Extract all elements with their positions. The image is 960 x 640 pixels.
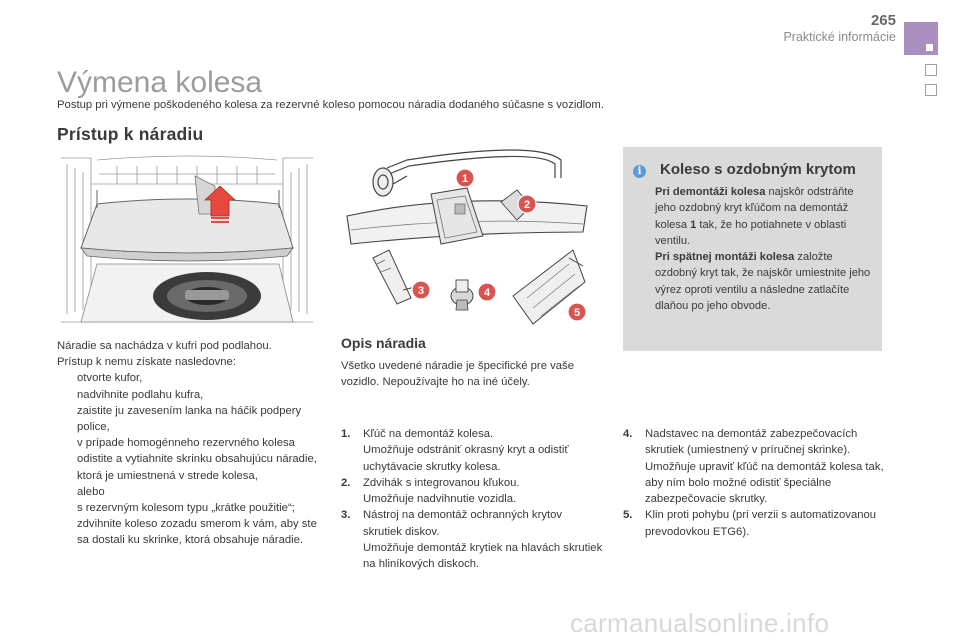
tools-illustration bbox=[337, 140, 602, 332]
info-paragraph: Pri demontáži kolesa najskôr odstráňte jeho ozdobný kryt kľúčom na demontáž kolesa 1 tak, že ho potiahnete v oblasti ventilu. bbox=[655, 186, 854, 247]
tools-list-left bbox=[341, 426, 603, 573]
list-item: v prípade homogénneho rezervného kolesa odistite a vytiahnite skrinku obsahujúcu náradie, ktorá je umiestnená v strede kolesa, alebo bbox=[77, 437, 317, 498]
badge-2: 2 bbox=[523, 199, 531, 211]
list-item: s rezervným kolesom typu „krátke použitie“; zdvihnite koleso zozadu smerom k vám, aby ste sa dostali ku skrinke, ktorá obsahuje náradie. bbox=[77, 502, 317, 547]
badge-4: 4 bbox=[483, 287, 491, 299]
badge-1: 1 bbox=[461, 173, 469, 185]
list-item: nadvihnite podlahu kufra, bbox=[77, 388, 204, 401]
section-tab-empty bbox=[925, 84, 937, 96]
section-tab-empty bbox=[925, 64, 937, 76]
watermark: carmanualsonline.info bbox=[570, 608, 830, 638]
info-box-title: Koleso s ozdobným krytom bbox=[660, 161, 856, 178]
list-item: otvorte kufor, bbox=[77, 372, 143, 385]
access-heading: Prístup k náradiu bbox=[57, 124, 204, 144]
list-item: zaistite ju zavesením lanka na háčik podpery police, bbox=[77, 404, 302, 434]
info-box-text bbox=[655, 184, 875, 314]
intro-text: Postup pri výmene poškodeného kolesa za rezervné koleso pomocou náradia dodaného súčasne s vozidlom. bbox=[57, 99, 604, 111]
trunk-illustration bbox=[57, 154, 317, 328]
tools-description: Všetko uvedené náradie je špecifické pre vaše vozidlo. Nepoužívajte ho na iné účely. bbox=[341, 360, 574, 388]
list-item: 3. Nástroj na demontáž ochranných krytov skrutiek diskov. Umožňuje demontáž krytiek na hlavách skrutiek na hliníkových diskoch. bbox=[341, 509, 603, 571]
tools-list-right bbox=[623, 426, 888, 540]
badge-5: 5 bbox=[573, 307, 581, 319]
tools-heading: Opis náradia bbox=[341, 335, 426, 351]
page-title: Výmena kolesa bbox=[57, 66, 263, 99]
access-line: Prístup k nemu získate nasledovne: bbox=[57, 356, 236, 369]
page-number: 265 bbox=[870, 12, 896, 29]
list-item: 4. Nadstavec na demontáž zabezpečovacích skrutiek (umiestnený v príručnej skrinke). Umožňuje upraviť kľúč na demontáž kolesa tak, aby ním bolo možné odistiť špeciálne zabezpečovacie skrutky. bbox=[623, 428, 884, 506]
info-icon: i bbox=[633, 165, 646, 178]
info-paragraph: Pri spätnej montáži kolesa založte ozdobný kryt tak, že najskôr umiestnite jeho výrez oproti ventilu a následne zatlačíte dlaňou po jeho obvode. bbox=[655, 251, 871, 313]
list-item: 1. Kľúč na demontáž kolesa. Umožňuje odstrániť okrasný kryt a odistiť uchytávacie skrutky kolesa. bbox=[341, 428, 569, 473]
access-instructions bbox=[57, 338, 322, 549]
section-tab-active bbox=[904, 22, 938, 55]
section-name: Praktické informácie bbox=[783, 30, 896, 44]
access-line: Náradie sa nachádza v kufri pod podlahou. bbox=[57, 340, 272, 352]
badge-3: 3 bbox=[417, 285, 425, 297]
list-item: 2. Zdvihák s integrovanou kľukou. Umožňuje nadvihnutie vozidla. bbox=[341, 476, 520, 506]
list-item: 5. Klin proti pohybu (pri verzii s automatizovanou prevodovkou ETG6). bbox=[623, 509, 877, 538]
